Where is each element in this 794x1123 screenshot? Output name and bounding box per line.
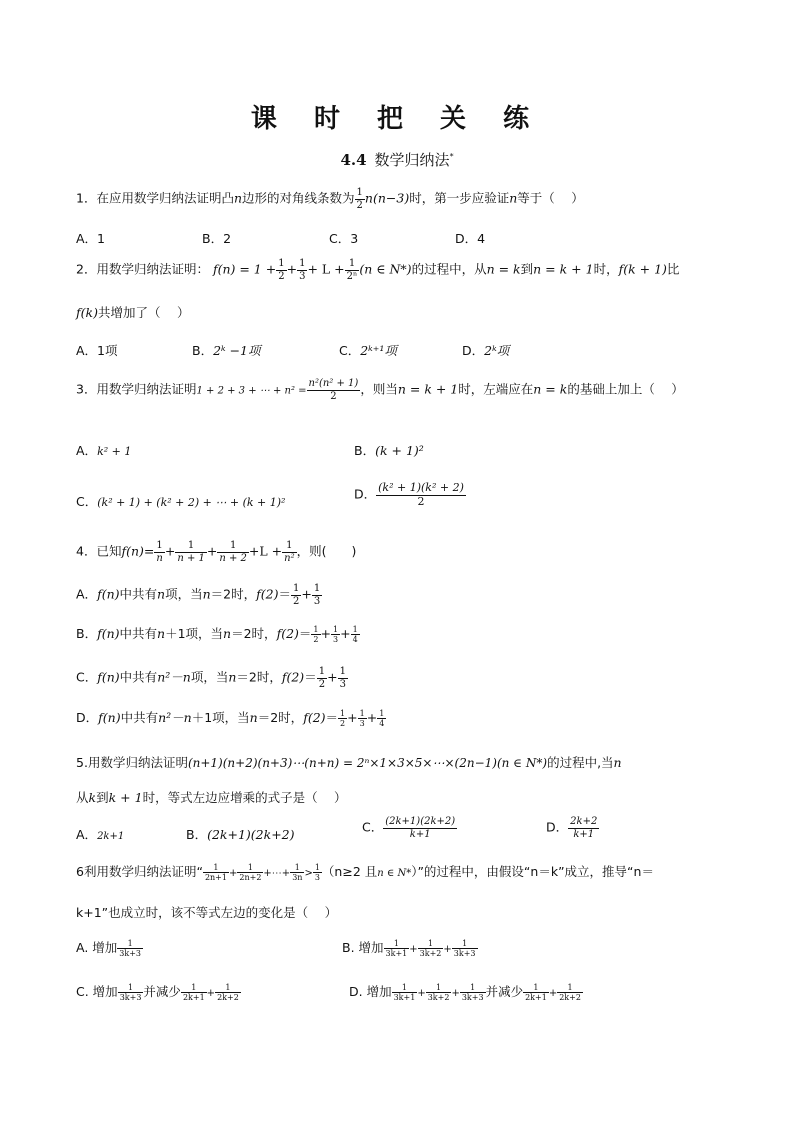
q2-text: 共增加了（ ） bbox=[97, 305, 190, 320]
section-heading bbox=[0, 149, 794, 170]
q2-domain: (n ∈ N*) bbox=[359, 261, 412, 277]
q5-option-c: C． $\frac{(2k+1)(2k+2)}{k+1}$ bbox=[362, 816, 456, 840]
fraction: $\frac{1}{2k+2}$ bbox=[217, 982, 239, 1002]
fraction: $\frac{1}{3k+2}$ bbox=[427, 982, 450, 1002]
fraction: $\frac{1}{\text{2ⁿ}}$ bbox=[346, 258, 358, 282]
q4-number: 4． bbox=[76, 543, 97, 559]
q2-text: 时， bbox=[593, 261, 619, 277]
section-number: 4.4 bbox=[340, 151, 367, 169]
q1-formula: n(n−3) bbox=[364, 190, 410, 206]
fraction: $\frac{1}{2}$ bbox=[356, 187, 363, 211]
q3-text: 时，左端应在 bbox=[458, 381, 534, 397]
q3-option-a: A．k² + 1 bbox=[76, 443, 132, 458]
q1-option-a: A．1 bbox=[76, 231, 106, 246]
q1-option-d: D．4 bbox=[455, 231, 486, 246]
section-mark: * bbox=[449, 152, 454, 161]
q5-option-d: D． $\frac{2k+2}{k+1}$ bbox=[546, 816, 598, 840]
question-6-stem: 6利用数学归纳法证明“ $\frac{1}{2n+1}$ + $\frac{1}{2n+2}$ +⋯+ $\frac{1}{3n}$ > $\frac{1}{3}$ （n≥2 且n ∈ N*）”的过程中，由假设“n＝k”成立，推导“n＝ bbox=[76, 862, 654, 882]
q2-math: f(k) bbox=[76, 305, 98, 320]
fraction: $\frac{1}{2}$ bbox=[318, 666, 326, 690]
fraction: $\frac{1}{2k+1}$ bbox=[525, 982, 547, 1002]
fraction: $\frac{1}{3k+2}$ bbox=[419, 938, 442, 958]
fraction: $\frac{1}{2n+1}$ bbox=[204, 862, 227, 882]
q2-formula: f(n) = 1 + bbox=[212, 261, 277, 277]
q2-option-b: B．2ᵏ −1项 bbox=[192, 343, 261, 358]
question-5-stem: 5.用数学归纳法证明(n+1)(n+2)(n+3)⋯(n+n) = 2ⁿ×1×3×5×⋯×(2n−1)(n ∈ N*)的过程中,当n bbox=[76, 755, 622, 770]
question-4-stem: 4．已知f(n)= $\frac{1}{n}$ + $\frac{1}{n + 1}$ + $\frac{1}{n + 2}$ +L + $\frac{1}{\text{n²}}$ ，则( ) bbox=[76, 540, 357, 564]
fraction: $\frac{1}{3k+3}$ bbox=[119, 938, 142, 958]
q5-formula: (n+1)(n+2)(n+3)⋯(n+n) = 2ⁿ×1×3×5×⋯×(2n−1)(n ∈ N*) bbox=[187, 756, 548, 770]
q3-text: ，则当 bbox=[360, 381, 398, 397]
fraction: $\frac{2k+2}{k+1}$ bbox=[570, 816, 598, 840]
fraction: $\frac{1}{3}$ bbox=[299, 258, 306, 282]
q3-option-b: B．(k + 1)² bbox=[354, 443, 424, 458]
fraction: $\frac{1}{3k+1}$ bbox=[393, 982, 416, 1002]
fraction: $\frac{1}{2}$ bbox=[278, 258, 285, 282]
fraction: $\frac{1}{3k+3}$ bbox=[461, 982, 484, 1002]
fraction: $\frac{\text{n²(n² + 1)}}{2}$ bbox=[308, 378, 359, 402]
q3-text: 的基础上加上（ ） bbox=[567, 381, 684, 397]
fraction: $\frac{1}{2k+2}$ bbox=[559, 982, 581, 1002]
q2-option-a: A．1项 bbox=[76, 343, 118, 358]
q6-option-d: D. 增加 $\frac{1}{3k+1}$ + $\frac{1}{3k+2}$ + $\frac{1}{3k+3}$ 并减少 $\frac{1}{2k+1}$ + $\frac{1}{2k+2}$ bbox=[349, 982, 581, 1002]
q4-option-c: C．f(n)中共有n²－n项，当n＝2时，f(2)＝ $\frac{1}{2}$ + $\frac{1}{3}$ bbox=[76, 666, 346, 690]
q5-option-a: A．2k+1 bbox=[76, 827, 125, 842]
q2-text: 的过程中，从 bbox=[411, 261, 487, 277]
q3-math: n = k + 1 bbox=[397, 381, 459, 397]
q6-option-b: B. 增加 $\frac{1}{3k+1}$ + $\frac{1}{3k+2}$ + $\frac{1}{3k+3}$ bbox=[342, 938, 476, 958]
fraction: $\frac{1}{4}$ bbox=[379, 708, 385, 728]
fraction: $\frac{1}{3k+3}$ bbox=[453, 938, 476, 958]
q6-number: 6 bbox=[76, 864, 84, 879]
fraction: $\frac{1}{3k+1}$ bbox=[385, 938, 408, 958]
fraction: $\frac{1}{3}$ bbox=[333, 624, 339, 644]
q6-stem-line2: k+1”也成立时，该不等式左边的变化是（ ） bbox=[76, 905, 338, 920]
fraction: $\frac{1}{2k+1}$ bbox=[182, 982, 205, 1002]
q2-option-c: C．2ᵏ⁺¹项 bbox=[339, 343, 397, 358]
q2-math: f(k + 1) bbox=[618, 261, 667, 277]
q1-n: n bbox=[233, 190, 243, 206]
question-3-stem bbox=[76, 378, 684, 402]
q3-math: n = k bbox=[533, 381, 568, 397]
fraction: $\frac{1}{n}$ bbox=[156, 540, 163, 564]
fraction: $\frac{1}{3}$ bbox=[359, 708, 365, 728]
fraction: $\frac{1}{n + 2}$ bbox=[219, 540, 247, 564]
q5-option-b: B．(2k+1)(2k+2) bbox=[186, 827, 295, 842]
q5-stem-line2: 从k到k + 1时，等式左边应增乘的式子是（ ） bbox=[76, 790, 347, 805]
q2-stem-line2 bbox=[76, 303, 189, 321]
q3-number: 3． bbox=[76, 381, 97, 397]
q2-math: n = k + 1 bbox=[533, 261, 594, 277]
section-title: 数学归纳法 bbox=[374, 151, 450, 169]
q1-text: 等于（ ） bbox=[517, 190, 584, 206]
fraction: $\frac{1}{3k+3}$ bbox=[119, 982, 142, 1002]
q4-option-b: B．f(n)中共有n＋1项，当n＝2时，f(2)＝ $\frac{1}{2}$ + $\frac{1}{3}$ + $\frac{1}{4}$ bbox=[76, 624, 358, 644]
q2-text: 用数学归纳法证明： bbox=[96, 261, 209, 277]
q3-formula: 1 + 2 + 3 + ⋯ + n² = bbox=[196, 385, 307, 397]
fraction: $\frac{1}{3}$ bbox=[339, 666, 346, 690]
q2-text: 比 bbox=[666, 261, 680, 277]
q2-text: 到 bbox=[520, 261, 534, 277]
q6-option-c: C. 增加 $\frac{1}{3k+3}$ 并减少 $\frac{1}{2k+1}$ + $\frac{1}{2k+2}$ bbox=[76, 982, 239, 1002]
q3-option-d: D． $\frac{\text{(k² + 1)(k² + 2)}}{2}$ bbox=[354, 481, 464, 508]
q3-text: 用数学归纳法证明 bbox=[96, 381, 197, 397]
q1-number: 1． bbox=[76, 190, 97, 206]
plus-sign: + bbox=[286, 261, 298, 277]
fraction: $\frac{1}{3}$ bbox=[313, 583, 321, 607]
q2-number: 2． bbox=[76, 261, 97, 277]
question-2-stem bbox=[76, 258, 679, 282]
question-1-stem bbox=[76, 187, 584, 211]
q4-text: 已知 bbox=[96, 543, 122, 559]
q1-text: 在应用数学归纳法证明凸 bbox=[96, 190, 234, 206]
ellipsis-term: + L + bbox=[307, 261, 345, 277]
q5-number: 5. bbox=[76, 755, 88, 770]
q1-text: 时，第一步应验证 bbox=[409, 190, 510, 206]
q4-math: f(n) bbox=[121, 543, 144, 559]
q1-option-b: B．2 bbox=[202, 231, 232, 246]
q3-option-c: C．(k² + 1) + (k² + 2) + ⋯ + (k + 1)² bbox=[76, 494, 286, 509]
fraction: $\frac{1}{\text{n²}}$ bbox=[284, 540, 295, 564]
fraction: $\frac{1}{2}$ bbox=[292, 583, 300, 607]
q1-n: n bbox=[509, 190, 518, 206]
page-title: 课 时 把 关 练 bbox=[250, 104, 544, 134]
fraction: $\frac{1}{3n}$ bbox=[292, 862, 303, 882]
q4-option-a: A．f(n)中共有n项，当n＝2时，f(2)＝ $\frac{1}{2}$ + $\frac{1}{3}$ bbox=[76, 583, 321, 607]
q1-option-c: C．3 bbox=[329, 231, 359, 246]
fraction: $\frac{1}{3}$ bbox=[314, 862, 320, 882]
fraction: $\frac{1}{2}$ bbox=[313, 624, 319, 644]
q1-text: 边形的对角线条数为 bbox=[242, 190, 355, 206]
fraction: $\frac{1}{2n+2}$ bbox=[239, 862, 262, 882]
q2-math: n = k bbox=[486, 261, 521, 277]
fraction: $\frac{1}{n + 1}$ bbox=[177, 540, 205, 564]
fraction: $\frac{1}{2}$ bbox=[340, 708, 346, 728]
q2-option-d: D．2ᵏ项 bbox=[462, 343, 510, 358]
q4-option-d: D．f(n)中共有n²－n＋1项，当n＝2时，f(2)＝ $\frac{1}{2}$ + $\frac{1}{3}$ + $\frac{1}{4}$ bbox=[76, 708, 385, 728]
fraction: $\frac{1}{4}$ bbox=[352, 624, 358, 644]
q6-option-a: A. 增加 $\frac{1}{3k+3}$ bbox=[76, 938, 142, 958]
fraction: $\frac{\text{(k² + 1)(k² + 2)}}{2}$ bbox=[378, 481, 464, 508]
fraction: $\frac{(2k+1)(2k+2)}{k+1}$ bbox=[385, 816, 456, 840]
